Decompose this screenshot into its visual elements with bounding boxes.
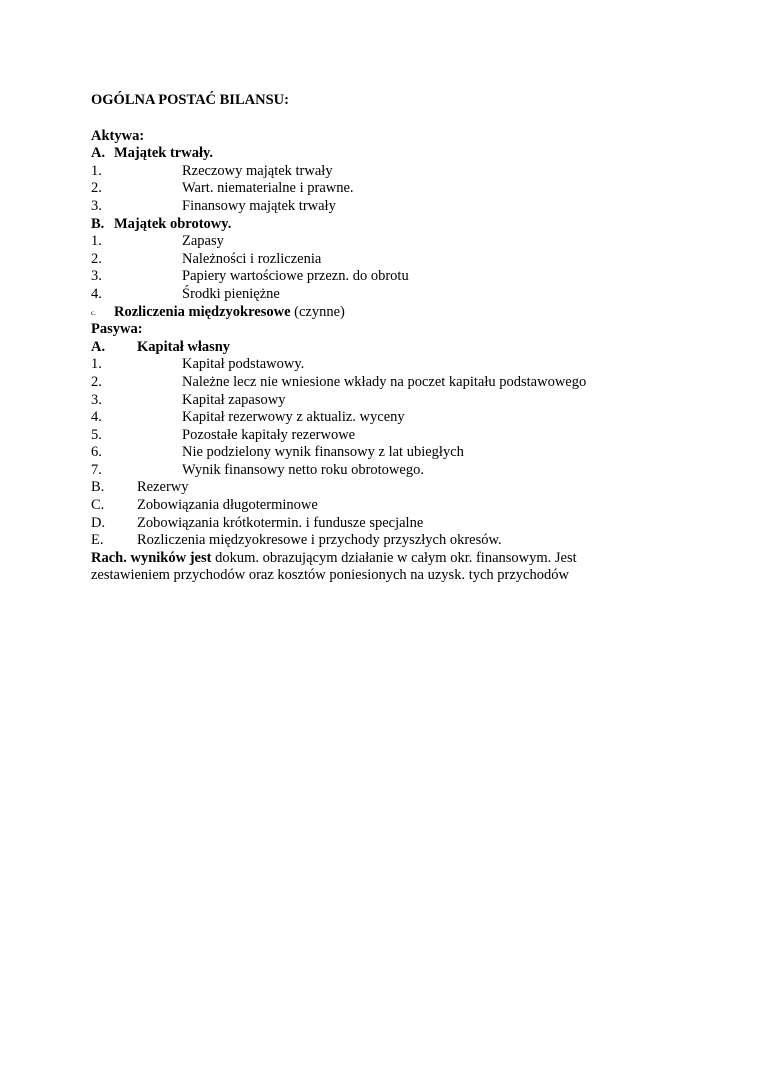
item-text: Rzeczowy majątek trwały (182, 162, 333, 179)
section-letter: B. (91, 215, 105, 232)
list-item (91, 462, 721, 480)
item-number: 6. (91, 444, 102, 461)
aktywa-section-a (91, 145, 721, 163)
list-item (91, 409, 721, 427)
item-text: Należne lecz nie wniesione wkłady na poczet kapitału podstawowego (182, 373, 587, 390)
section-label: Majątek trwały. (114, 145, 214, 162)
list-item (91, 163, 721, 181)
item-number: 3. (91, 268, 102, 285)
item-text: Środki pieniężne (182, 285, 280, 302)
document-title: OGÓLNA POSTAĆ BILANSU: (91, 92, 289, 108)
section-label: Rozliczenia międzyokresowe (114, 303, 291, 320)
item-text: Kapitał zapasowy (182, 391, 286, 408)
item-text: Zapasy (182, 233, 224, 250)
pasywa-heading: Pasywa: (91, 321, 143, 338)
section-letter: E. (91, 532, 104, 549)
item-text: Wart. niematerialne i prawne. (182, 180, 354, 197)
section-label: Rezerwy (137, 479, 189, 496)
item-number: 2. (91, 180, 102, 197)
item-number: 2. (91, 250, 102, 267)
item-number: 3. (91, 391, 102, 408)
item-text: Nie podzielony wynik finansowy z lat ubiegłych (182, 444, 464, 461)
spacer (91, 110, 721, 128)
item-number: 2. (91, 373, 102, 390)
list-item (91, 374, 721, 392)
list-item (91, 198, 721, 216)
list-item (91, 286, 721, 304)
item-number: 1. (91, 356, 102, 373)
aktywa-section-b (91, 216, 721, 234)
item-number: 4. (91, 285, 102, 302)
list-item (91, 180, 721, 198)
section-letter: A. (91, 338, 106, 355)
item-number: 5. (91, 426, 102, 443)
aktywa-heading: Aktywa: (91, 127, 145, 144)
section-letter: D. (91, 514, 106, 531)
item-text: Należności i rozliczenia (182, 250, 322, 267)
pasywa-section-c (91, 497, 721, 515)
item-text: Kapitał podstawowy. (182, 356, 305, 373)
section-letter: B. (91, 479, 105, 496)
section-letter: c. (91, 308, 96, 317)
item-number: 7. (91, 461, 102, 478)
section-label: Kapitał własny (137, 338, 231, 355)
document-page (91, 92, 721, 585)
section-letter: C. (91, 497, 105, 514)
rach-paragraph-line-1 (91, 550, 721, 568)
section-label: Majątek obrotowy. (114, 215, 232, 232)
item-text: Wynik finansowy netto roku obrotowego. (182, 461, 424, 478)
item-text: Kapitał rezerwowy z aktualiz. wyceny (182, 409, 405, 426)
section-note: (czynne) (290, 303, 345, 320)
section-label: Zobowiązania długoterminowe (137, 497, 318, 514)
list-item (91, 392, 721, 410)
pasywa-section-d (91, 515, 721, 533)
aktywa-section-c (91, 304, 721, 322)
item-number: 3. (91, 197, 102, 214)
pasywa-section-e (91, 532, 721, 550)
item-number: 1. (91, 162, 102, 179)
item-number: 4. (91, 409, 102, 426)
section-letter: A. (91, 145, 106, 162)
section-label: Rozliczenia międzyokresowe i przychody przyszłych okresów. (137, 532, 502, 549)
item-number: 1. (91, 233, 102, 250)
pasywa-section-b (91, 479, 721, 497)
item-text: Papiery wartościowe przezn. do obrotu (182, 268, 409, 285)
list-item (91, 233, 721, 251)
rach-bold-term: Rach. wyników jest (91, 549, 212, 566)
section-label: Zobowiązania krótkotermin. i fundusze specjalne (137, 514, 424, 531)
item-text: Finansowy majątek trwały (182, 197, 336, 214)
item-text: Pozostałe kapitały rezerwowe (182, 426, 356, 443)
list-item (91, 427, 721, 445)
list-item (91, 356, 721, 374)
list-item (91, 444, 721, 462)
list-item (91, 251, 721, 269)
rach-paragraph-line-2: zestawieniem przychodów oraz kosztów poniesionych na uzysk. tych przychodów (91, 567, 569, 584)
list-item (91, 268, 721, 286)
pasywa-section-a (91, 339, 721, 357)
rach-text: dokum. obrazującym działanie w całym okr. finansowym. Jest (211, 549, 577, 566)
